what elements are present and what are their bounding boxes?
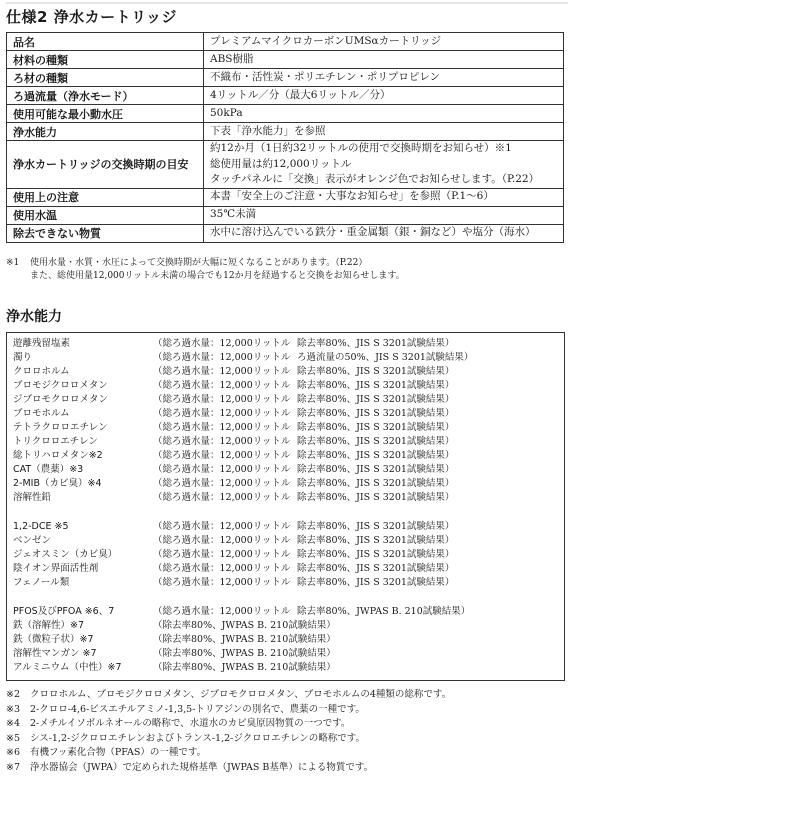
spec-value — [204, 188, 564, 206]
substance-name: ブロモジクロロメタン — [13, 380, 108, 391]
removal-result: 除去率80%、JIS S 3201試験結果） — [297, 535, 455, 546]
spec-value-line: 総使用量は約12,000リットル — [210, 157, 352, 170]
filter-volume: （総ろ過水量：12,000リットル — [153, 606, 291, 617]
removal-result: 除去率80%、JIS S 3201試験結果） — [297, 450, 455, 461]
substance-name: 溶解性鉛 — [13, 492, 52, 503]
filter-volume: （総ろ過水量：12,000リットル — [153, 549, 291, 560]
spec-row — [7, 33, 564, 51]
spec-value — [204, 33, 564, 51]
spec-label: 除去できない物質 — [7, 224, 204, 242]
substance-name: 1,2-DCE ※5 — [13, 521, 69, 532]
removal-result: 除去率80%、JIS S 3201試験結果） — [297, 422, 455, 433]
removal-result: 除去率80%、JIS S 3201試験結果） — [297, 478, 455, 489]
substance-name: 遊離残留塩素 — [13, 338, 71, 349]
spec-value — [204, 123, 564, 141]
removal-result: 除去率80%、JIS S 3201試験結果） — [297, 563, 455, 574]
footnote — [6, 703, 451, 718]
capacity-box — [6, 332, 565, 681]
substance-name: ブロモホルム — [13, 408, 70, 419]
spec-label: ろ材の種類 — [7, 69, 204, 87]
filter-volume: （総ろ過水量：12,000リットル — [153, 352, 291, 363]
removal-result: 除去率80%、JIS S 3201試験結果） — [297, 436, 455, 447]
spec-label: 使用水温 — [7, 206, 204, 224]
removal-result: 除去率80%、JIS S 3201試験結果） — [297, 394, 455, 405]
removal-result: 除去率80%、JIS S 3201試験結果） — [297, 380, 455, 391]
removal-result: （除去率80%、JWPAS B. 210試験結果） — [153, 620, 336, 631]
substance-name: 鉄（溶解性）※7 — [13, 620, 85, 631]
spec-value — [204, 224, 564, 242]
spec-label: 浄水カートリッジの交換時期の目安 — [7, 141, 204, 189]
footnote — [6, 761, 451, 776]
spec-value — [204, 206, 564, 224]
spec-value-line: 水中に溶け込んでいる鉄分・重金属類（銀・銅など）や塩分（海水） — [210, 226, 536, 239]
filter-volume: （総ろ過水量：12,000リットル — [153, 535, 291, 546]
spec-label: ろ過流量（浄水モード） — [7, 87, 204, 105]
filter-volume: （総ろ過水量：12,000リットル — [153, 422, 291, 433]
spec-value-line: 下表「浄水能力」を参照 — [210, 124, 326, 137]
page-title: 仕様2 浄水カートリッジ — [6, 8, 178, 26]
footnote — [6, 746, 451, 761]
footnote-mark: ※4 — [6, 718, 21, 729]
substance-name: 鉄（微粒子状）※7 — [13, 634, 94, 645]
removal-result: 除去率80%、JIS S 3201試験結果） — [297, 549, 455, 560]
substance-name: 総トリハロメタン※2 — [13, 450, 103, 461]
removal-result: 除去率80%、JIS S 3201試験結果） — [297, 521, 455, 532]
filter-volume: （総ろ過水量：12,000リットル — [153, 478, 291, 489]
spec-row — [7, 206, 564, 224]
spec-label: 使用上の注意 — [7, 188, 204, 206]
spec-value-line: 35℃未満 — [210, 208, 257, 221]
substance-name: CAT（農薬）※3 — [13, 464, 84, 475]
spec-row — [7, 105, 564, 123]
filter-volume: （総ろ過水量：12,000リットル — [153, 436, 291, 447]
spec-value — [204, 141, 564, 189]
spec-value-line: 50kPa — [210, 106, 243, 119]
substance-name: ジブロモクロロメタン — [13, 394, 109, 405]
removal-result: 除去率80%、JIS S 3201試験結果） — [297, 338, 455, 349]
spec-row — [7, 87, 564, 105]
filter-volume: （総ろ過水量：12,000リットル — [153, 492, 291, 503]
substance-name: 濁り — [13, 352, 33, 363]
filter-volume: （総ろ過水量：12,000リットル — [153, 394, 291, 405]
spec-label: 使用可能な最小動水圧 — [7, 105, 204, 123]
spec-table — [6, 32, 564, 243]
removal-result: （除去率80%、JWPAS B. 210試験結果） — [153, 634, 336, 645]
capacity-section-title: 浄水能力 — [6, 309, 62, 325]
removal-result: 除去率80%、JIS S 3201試験結果） — [297, 366, 455, 377]
spec-value-line: プレミアムマイクロカーボンUMSαカートリッジ — [210, 34, 442, 47]
spec-label: 品名 — [7, 33, 204, 51]
filter-volume: （総ろ過水量：12,000リットル — [153, 408, 291, 419]
capacity-footnotes — [6, 688, 451, 775]
spec-row — [7, 224, 564, 242]
substance-name: ベンゼン — [13, 535, 52, 546]
substance-name: アルミニウム（中性）※7 — [13, 662, 122, 673]
filter-volume: （総ろ過水量：12,000リットル — [153, 563, 291, 574]
removal-result: 除去率80%、JWPAS B. 210試験結果） — [297, 606, 471, 617]
footnote-text: 使用水量・水質・水圧によって交換時期が大幅に短くなることがあります。（P.22） — [30, 258, 368, 268]
spec-value-line: 本書「安全上のご注意・大事なお知らせ」を参照（P.1～6） — [210, 190, 494, 203]
substance-name: PFOS及びPFOA ※6、7 — [13, 606, 115, 617]
footnote-text: また、総使用量12,000リットル未満の場合でも12か月を経過すると交換をお知らせします。 — [30, 271, 405, 281]
filter-volume: （総ろ過水量：12,000リットル — [153, 366, 291, 377]
footnote — [6, 688, 451, 703]
filter-volume: （総ろ過水量：12,000リットル — [153, 338, 291, 349]
footnote-text: シス-1,2-ジクロロエチレンおよびトランス-1,2-ジクロロエチレンの略称です。 — [30, 732, 365, 744]
substance-name: 2-MIB（カビ臭）※4 — [13, 478, 102, 489]
footnote-text: 2-クロロ-4,6-ビスエチルアミノ-1,3,5-トリアジンの別名で、農薬の一種です。 — [30, 703, 365, 715]
filter-volume: （総ろ過水量：12,000リットル — [153, 450, 291, 461]
footnote — [6, 732, 451, 747]
page-header — [6, 0, 568, 30]
removal-result: 除去率80%、JIS S 3201試験結果） — [297, 408, 455, 419]
spec-row — [7, 51, 564, 69]
removal-result: ろ過流量の50%、JIS S 3201試験結果） — [297, 352, 474, 363]
spec-value-line: 約12か月（1日約32リットルの使用で交換時期をお知らせ）※1 — [210, 142, 512, 154]
footnote-mark: ※3 — [6, 703, 21, 715]
footnote-text: クロロホルム、ブロモジクロロメタン、ジブロモクロロメタン、ブロモホルムの4種類の総称です。 — [30, 689, 452, 700]
spec-value — [204, 51, 564, 69]
spec-footnote — [6, 257, 405, 283]
spec-value-line: 4リットル／分（最大6リットル／分） — [210, 88, 391, 101]
removal-result: 除去率80%、JIS S 3201試験結果） — [297, 492, 455, 503]
substance-name: テトラクロロエチレン — [13, 422, 108, 433]
substance-name: トリクロロエチレン — [13, 436, 98, 447]
filter-volume: （総ろ過水量：12,000リットル — [153, 577, 291, 588]
spec-value — [204, 105, 564, 123]
spec-value-line: タッチパネルに「交換」表示がオレンジ色でお知らせします。（P.22） — [210, 173, 540, 185]
substance-name: クロロホルム — [13, 366, 70, 377]
footnote-text: 有機フッ素化合物（PFAS）の一種です。 — [30, 747, 207, 758]
filter-volume: （総ろ過水量：12,000リットル — [153, 380, 291, 391]
spec-row — [7, 141, 564, 189]
spec-row — [7, 123, 564, 141]
spec-label: 浄水能力 — [7, 123, 204, 141]
substance-name: 陰イオン界面活性剤 — [13, 563, 99, 574]
spec-value-line: ABS樹脂 — [210, 52, 254, 65]
removal-result: 除去率80%、JIS S 3201試験結果） — [297, 577, 455, 588]
footnote-text: 浄水器協会（JWPA）で定められた規格基準（JWPAS B基準）による物質です。 — [30, 761, 374, 773]
footnote-mark: ※6 — [6, 747, 21, 758]
substance-name: 溶解性マンガン ※7 — [13, 648, 97, 659]
footnote-mark: ※1 — [6, 258, 20, 268]
removal-result: （除去率80%、JWPAS B. 210試験結果） — [153, 648, 336, 659]
removal-result: 除去率80%、JIS S 3201試験結果） — [297, 464, 455, 475]
spec-row — [7, 188, 564, 206]
footnote — [6, 717, 451, 732]
spec-value-line: 不織布・活性炭・ポリエチレン・ポリプロピレン — [210, 70, 441, 83]
footnote-mark: ※5 — [6, 732, 21, 744]
footnote-mark: ※2 — [6, 689, 21, 700]
removal-result: （除去率80%、JWPAS B. 210試験結果） — [153, 662, 336, 673]
header-rule — [6, 2, 568, 4]
spec-row — [7, 69, 564, 87]
filter-volume: （総ろ過水量：12,000リットル — [153, 464, 291, 475]
footnote-text: 2-メチルイソボルネオールの略称で、水道水のカビ臭原因物質の一つです。 — [30, 718, 351, 729]
spec-value — [204, 87, 564, 105]
substance-name: ジェオスミン（カビ臭） — [13, 549, 118, 560]
substance-name: フェノール類 — [13, 577, 70, 588]
spec-label: 材料の種類 — [7, 51, 204, 69]
footnote-mark: ※7 — [6, 761, 21, 773]
filter-volume: （総ろ過水量：12,000リットル — [153, 521, 291, 532]
spec-value — [204, 69, 564, 87]
